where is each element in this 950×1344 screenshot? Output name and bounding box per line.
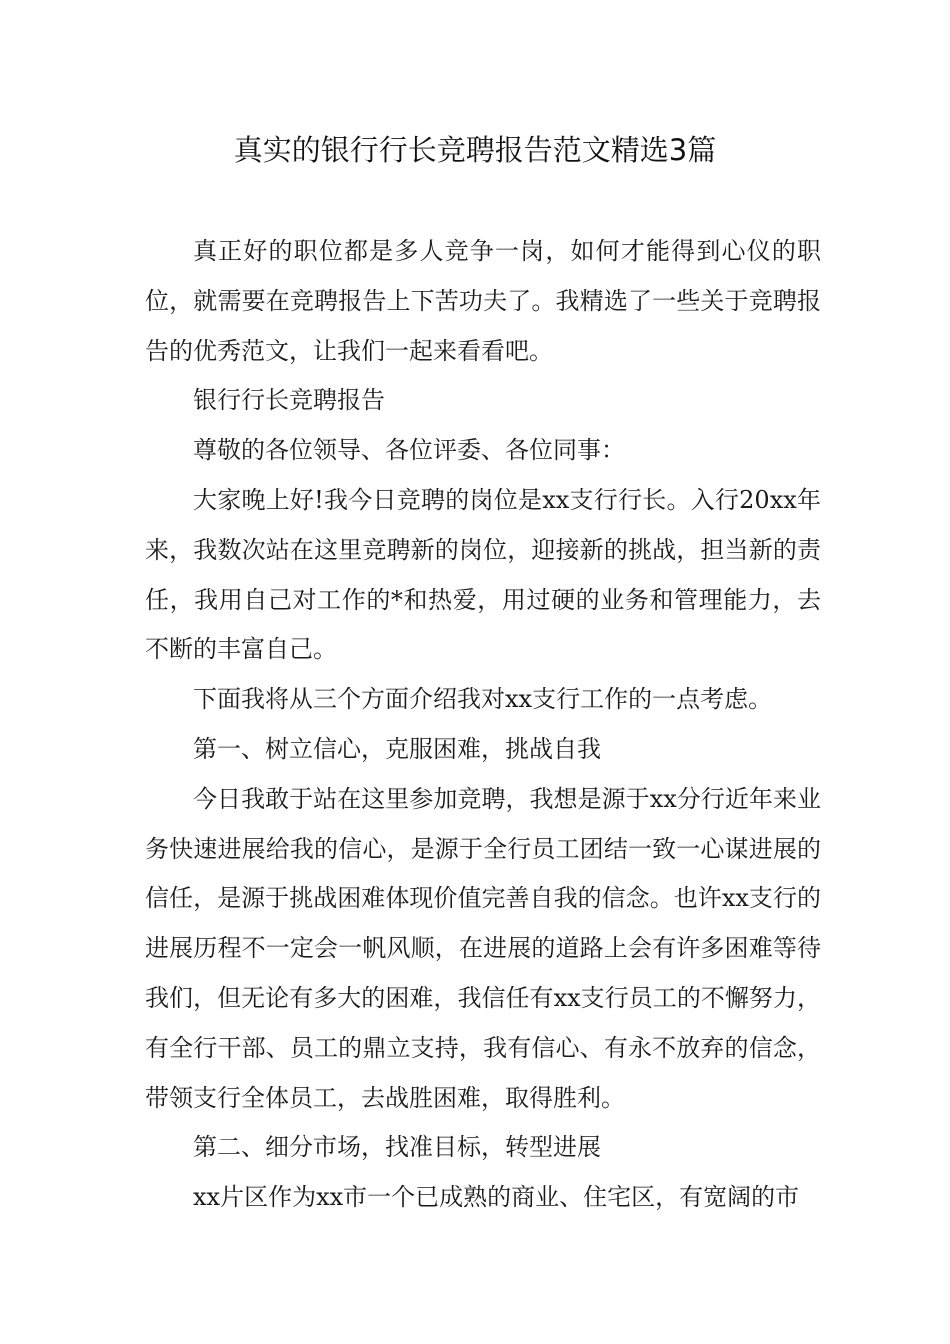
- document-body: [145, 227, 821, 1223]
- paragraph-intro: 真正好的职位都是多人竞争一岗，如何才能得到心仪的职位，就需要在竞聘报告上下苦功夫了。我精选了一些关于竞聘报告的优秀范文，让我们一起来看看吧。: [145, 237, 821, 365]
- paragraph-heading: 银行行长竞聘报告: [193, 386, 385, 415]
- paragraph-section-2-heading: 第二、细分市场，找准目标，转型进展: [193, 1133, 601, 1162]
- paragraph-section-1-body: 今日我敢于站在这里参加竞聘，我想是源于xx分行近年来业务快速进展给我的信心，是源于全行员工团结一致一心谋进展的信任，是源于挑战困难体现价值完善自我的信念。也许xx支行的进展历程不一定会一帆风顺，在进展的道路上会有许多困难等待我们，但无论有多大的困难，我信任有xx支行员工的不懈努力，有全行干部、员工的鼎立支持，我有信心、有永不放弃的信念，带领支行全体员工，去战胜困难，取得胜利。: [145, 784, 821, 1112]
- paragraph-salutation: 尊敬的各位领导、各位评委、各位同事：: [193, 436, 625, 465]
- document-title: 真实的银行行长竞聘报告范文精选3篇: [233, 133, 717, 167]
- paragraph-section-2-body: xx片区作为xx市一个已成熟的商业、住宅区，有宽阔的市: [193, 1183, 800, 1212]
- paragraph-overview: 下面我将从三个方面介绍我对xx支行工作的一点考虑。: [193, 685, 773, 714]
- paragraph-section-1-heading: 第一、树立信心，克服困难，挑战自我: [193, 734, 601, 763]
- paragraph-greeting: 大家晚上好!我今日竞聘的岗位是xx支行行长。入行20xx年来，我数次站在这里竞聘新的岗位，迎接新的挑战，担当新的责任，我用自己对工作的*和热爱，用过硬的业务和管理能力，去不断的丰富自己。: [145, 485, 821, 664]
